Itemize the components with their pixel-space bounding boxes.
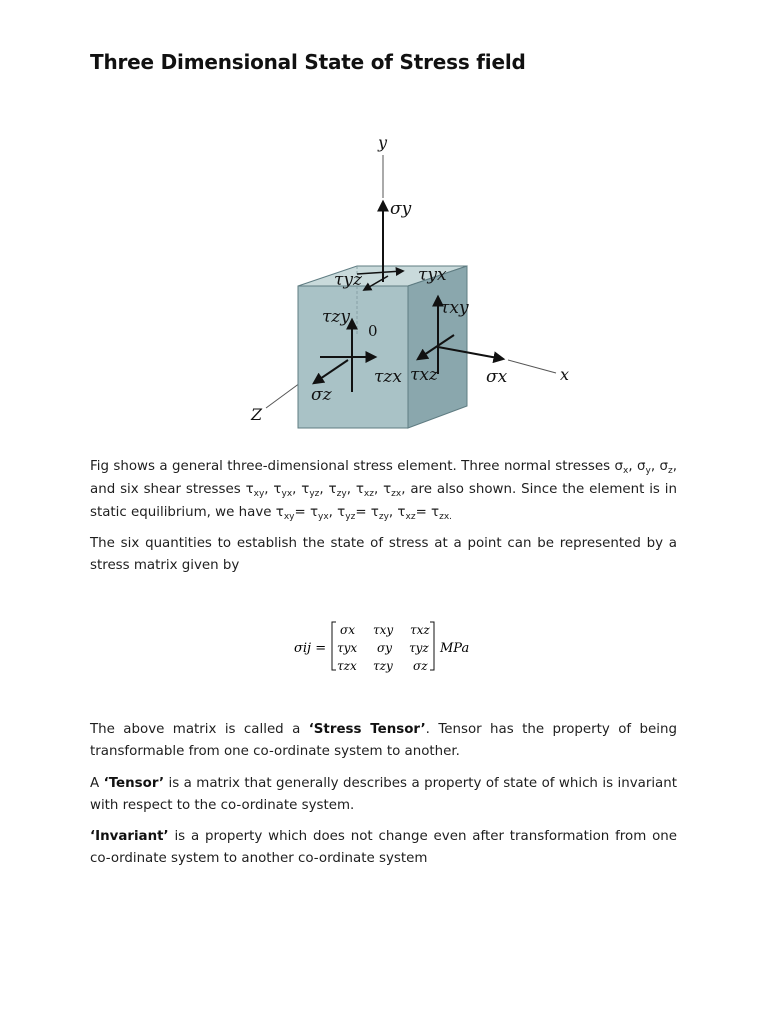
matrix-cell: σx xyxy=(340,623,355,637)
term-invariant: ‘Invariant’ xyxy=(90,829,169,844)
tau-zx-label: τzx xyxy=(374,367,402,387)
tau-zy-label: τzy xyxy=(322,307,350,327)
axis-z-label: Z xyxy=(251,405,263,424)
paragraph-stress-tensor: The above matrix is called a ‘Stress Tensor’. Tensor has the property of being transformable from one co-ordinate system to another. xyxy=(90,722,677,759)
z-axis-line xyxy=(266,383,300,408)
term-stress-tensor: ‘Stress Tensor’ xyxy=(308,722,426,737)
sigma-x-label: σx xyxy=(486,367,508,387)
term-tensor: ‘Tensor’ xyxy=(103,776,165,791)
matrix-cell: τyx xyxy=(337,641,358,655)
sigma-y-label: σy xyxy=(390,199,412,219)
tau-yz-label: τyz xyxy=(334,270,362,290)
matrix-cell: τzy xyxy=(373,659,393,673)
equation-unit: MPa xyxy=(440,641,470,656)
paragraph-invariant-definition: ‘Invariant’ is a property which does not change even after transformation from one co-ordinate system to another co-ordinate system xyxy=(90,829,677,866)
matrix-cell: σz xyxy=(413,659,428,673)
axis-y-label: y xyxy=(378,133,388,152)
matrix-cell: σy xyxy=(377,641,392,655)
paragraph-intro: Fig shows a general three-dimensional stress element. Three normal stresses $\sigma_x$, $\sigma_y$, $\sigma_z$, and six shear stresses $\tau_{xy}$, $\tau_{yx}$, $\tau_{yz}$, $\tau_{zy}$, $\tau_{xz}$, $\tau_{zx}$, are also shown. Since the element is in static equilibrium, we have $\tau_{xy}= \tau_{yx}$, $\tau_{yz}= \tau_{zy}$, $\tau_{xz}= \tau_{zx.}$ xyxy=(90,459,678,522)
left-bracket xyxy=(332,622,336,670)
sigma-z-label: σz xyxy=(311,385,332,405)
tau-xz-label: τxz xyxy=(410,365,438,385)
tau-xy-label: τxy xyxy=(440,298,469,318)
matrix-cell: τxz xyxy=(410,623,430,637)
stress-element-figure xyxy=(0,120,768,440)
equation-lhs: σij = xyxy=(294,641,327,656)
x-axis-line xyxy=(508,360,556,373)
axis-x-label: x xyxy=(560,365,570,384)
page-title: Three Dimensional State of Stress field xyxy=(90,50,526,74)
stress-matrix-equation xyxy=(280,612,500,680)
origin-label: 0 xyxy=(368,322,378,340)
tau-yx-label: τyx xyxy=(418,265,447,285)
matrix-cell: τyz xyxy=(409,641,429,655)
matrix-cell: τzx xyxy=(337,659,357,673)
right-bracket xyxy=(430,622,434,670)
matrix-cell: τxy xyxy=(373,623,394,637)
paragraph-stress-matrix-intro: The six quantities to establish the state of stress at a point can be represented by a stress matrix given by xyxy=(90,536,677,573)
paragraph-tensor-definition: A ‘Tensor’ is a matrix that generally describes a property of state of which is invariant with respect to the co-ordinate system. xyxy=(90,776,677,813)
